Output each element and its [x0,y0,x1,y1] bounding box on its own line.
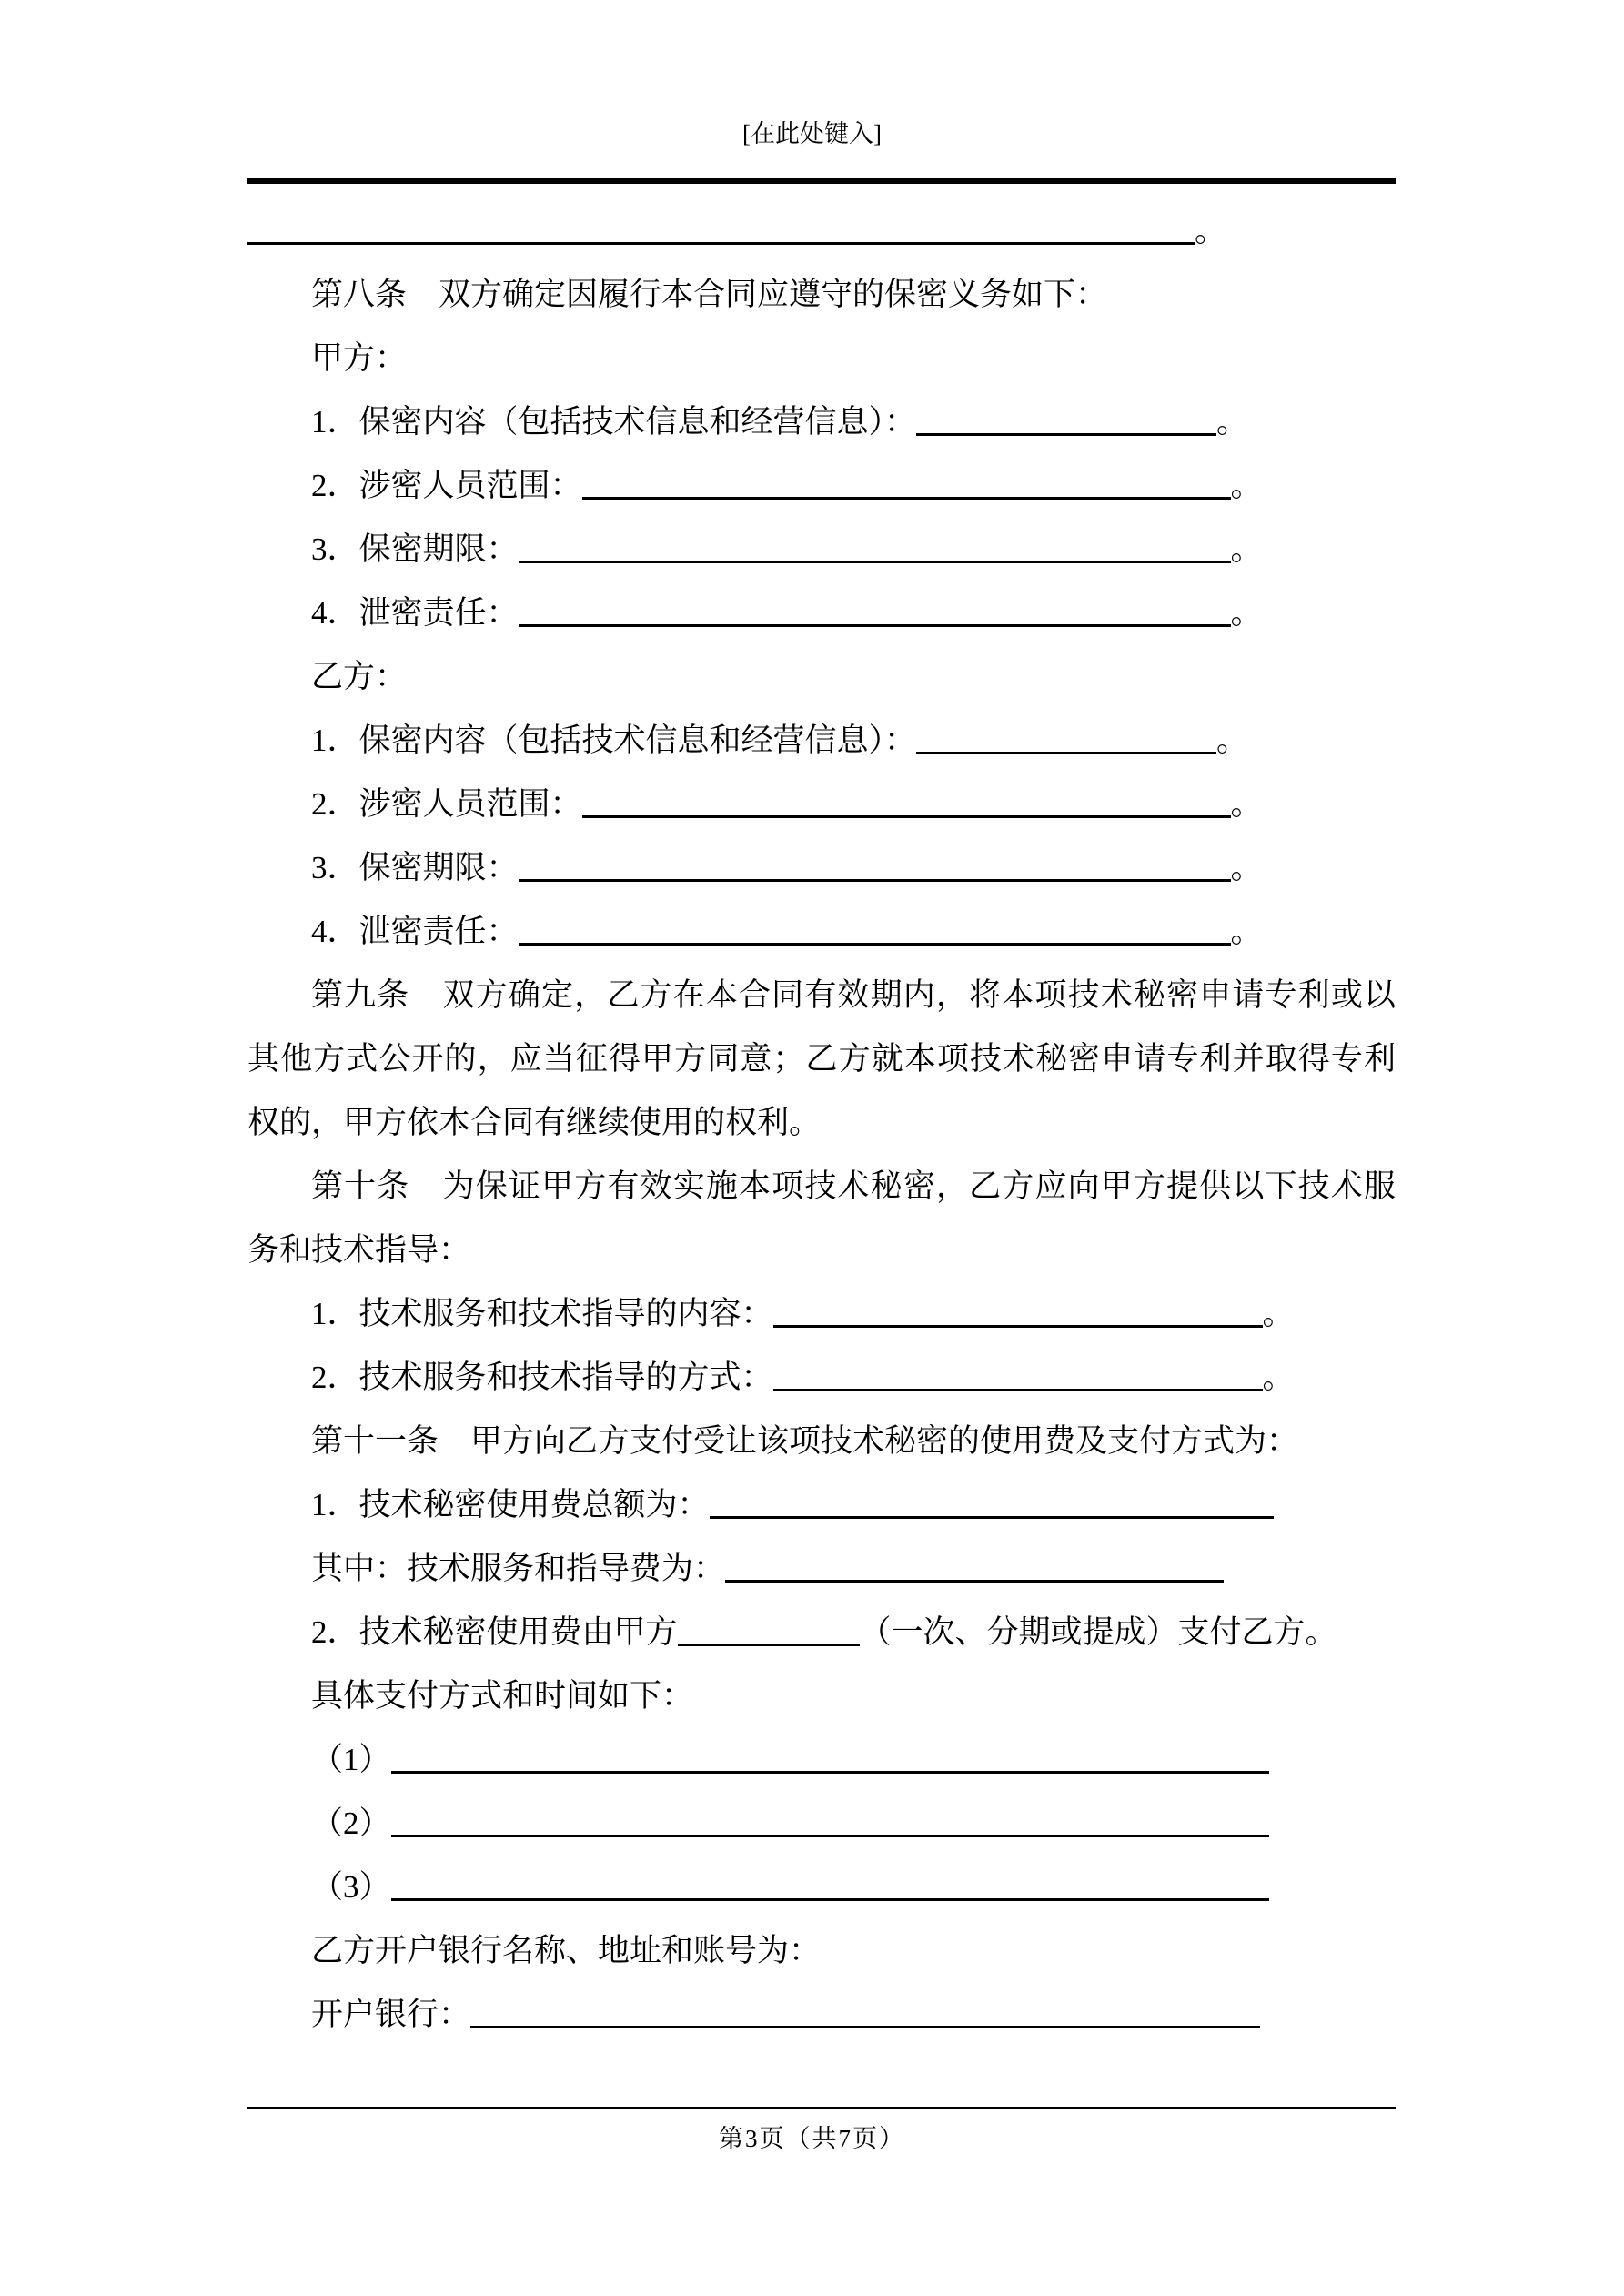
text-run: 乙方开户银行名称、地址和账号为： [311,1933,822,1968]
fill-in-blank[interactable] [725,1548,1224,1583]
document-line [247,1728,1396,1792]
fill-in-blank[interactable] [773,1293,1263,1328]
document-line [247,709,1396,773]
text-run: 开户银行： [311,1997,471,2032]
document-line [247,263,1396,327]
text-run: 第九条 双方确定，乙方在本合同有效期内，将本项技术秘密申请专利或以 [311,977,1396,1013]
fill-in-blank[interactable] [470,1994,1260,2028]
fill-in-blank[interactable] [916,401,1216,436]
fill-in-blank[interactable] [773,1357,1263,1391]
document-line [247,199,1396,263]
text-run: 。 [1230,914,1263,949]
fill-in-blank[interactable] [582,465,1231,500]
text-run: 第八条 双方确定因履行本合同应遵守的保密义务如下： [311,277,1108,312]
text-run: 2．技术服务和技术指导的方式： [311,1360,773,1395]
fill-in-blank[interactable] [678,1612,860,1646]
document-line [247,1856,1396,1919]
fill-in-blank[interactable] [247,210,1195,245]
text-run: 权的，甲方依本合同有继续使用的权利。 [247,1105,822,1140]
text-run: 1．技术秘密使用费总额为： [311,1487,710,1522]
fill-in-blank[interactable] [916,720,1216,754]
text-run: 。 [1262,1296,1295,1331]
document-line [247,1664,1396,1728]
page-number: 第3页（共7页） [719,2125,905,2152]
text-run: 。 [1230,786,1263,822]
document-line [247,964,1396,1027]
document-line [247,1282,1396,1346]
document-line [247,1792,1396,1856]
text-run: 具体支付方式和时间如下： [311,1678,694,1714]
document-line [247,1919,1396,1983]
text-run: 务和技术指导： [247,1232,471,1268]
text-run: （一次、分期或提成）支付乙方。 [859,1614,1337,1650]
fill-in-blank[interactable] [519,911,1231,946]
document-line [247,1601,1396,1664]
text-run: 甲方： [311,340,408,376]
text-run: 。 [1230,531,1263,567]
document-line [247,1983,1396,2047]
document-line [247,454,1396,518]
document-line [247,836,1396,900]
text-run: 第十一条 甲方向乙方支付受让该项技术秘密的使用费及支付方式为： [311,1423,1299,1459]
fill-in-blank[interactable] [710,1484,1274,1519]
text-run: 4．泄密责任： [311,595,519,631]
text-run: 1．保密内容（包括技术信息和经营信息）： [311,404,917,440]
fill-in-blank[interactable] [391,1803,1269,1837]
header-placeholder[interactable]: [在此处键入] [742,120,882,147]
text-run: 第十条 为保证甲方有效实施本项技术秘密，乙方应向甲方提供以下技术服 [311,1168,1396,1204]
text-run: 2．涉密人员范围： [311,468,582,503]
footer-rule [247,2107,1396,2109]
document-line [247,1027,1396,1091]
text-run: （1） [311,1742,391,1777]
document-line [247,1537,1396,1601]
document-lines [247,199,1396,2047]
fill-in-blank[interactable] [519,847,1231,882]
document-line [247,900,1396,964]
document-line [247,327,1396,390]
document-line [247,773,1396,836]
text-run: 4．泄密责任： [311,914,519,949]
document-body[interactable] [247,199,1396,2047]
fill-in-blank[interactable] [519,592,1231,627]
text-run: 。 [1216,723,1249,758]
document-line [247,645,1396,709]
text-run: 1．技术服务和技术指导的内容： [311,1296,773,1331]
document-line [247,1155,1396,1219]
text-run: 。 [1195,213,1227,248]
text-run: 2．涉密人员范围： [311,786,582,822]
text-run: 。 [1230,850,1263,885]
text-run: 。 [1230,595,1263,631]
fill-in-blank[interactable] [519,529,1231,563]
document-line [247,1219,1396,1282]
text-run: 3．保密期限： [311,850,519,885]
text-run: 1．保密内容（包括技术信息和经营信息）： [311,723,917,758]
text-run: 其中：技术服务和指导费为： [311,1551,726,1586]
header-rule [247,178,1396,184]
fill-in-blank[interactable] [582,784,1231,818]
text-run: 2．技术秘密使用费由甲方 [311,1614,678,1650]
document-line [247,390,1396,454]
text-run: 3．保密期限： [311,531,519,567]
document-line [247,1410,1396,1473]
fill-in-blank[interactable] [391,1866,1269,1901]
text-run: 。 [1262,1360,1295,1395]
text-run: 乙方： [311,659,408,694]
text-run: 。 [1230,468,1263,503]
fill-in-blank[interactable] [391,1739,1269,1774]
document-line [247,582,1396,645]
text-run: （2） [311,1805,391,1841]
text-run: （3） [311,1869,391,1905]
document-line [247,1473,1396,1537]
document-line [247,518,1396,582]
document-line [247,1091,1396,1155]
text-run: 。 [1216,404,1249,440]
document-line [247,1346,1396,1410]
text-run: 其他方式公开的，应当征得甲方同意；乙方就本项技术秘密申请专利并取得专利 [247,1041,1396,1077]
